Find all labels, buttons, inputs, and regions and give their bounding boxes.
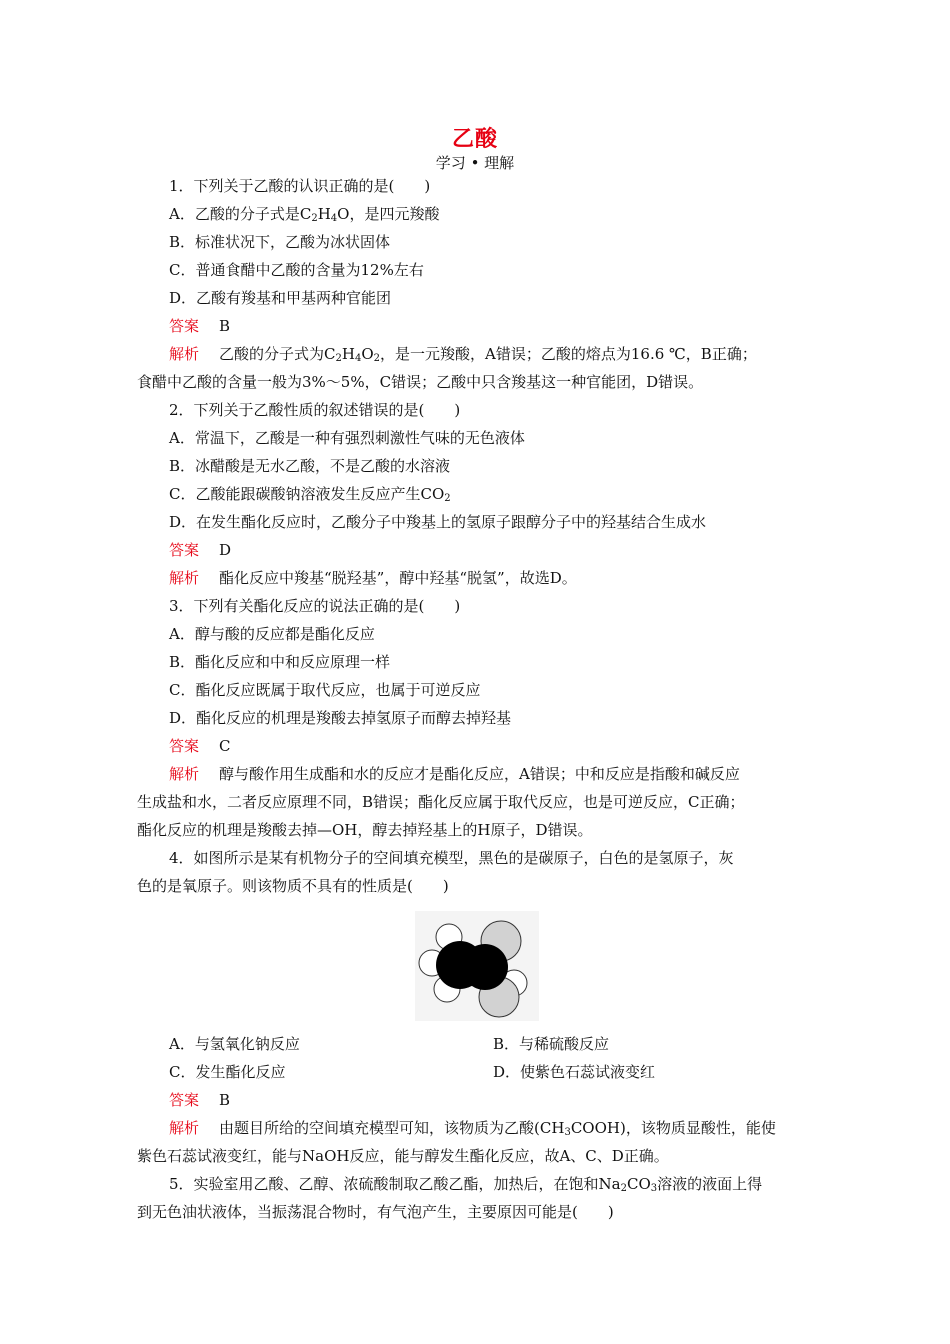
q1-answer: 答案 B xyxy=(169,317,231,335)
q2-option-a: A．常温下，乙酸是一种有强烈刺激性气味的无色液体 xyxy=(169,429,525,447)
q3-stem: 3．下列有关酯化反应的说法正确的是( ) xyxy=(169,597,461,615)
q3-analysis-cont: 生成盐和水，二者反应原理不同，B错误；酯化反应属于取代反应，也是可逆反应，C正确； xyxy=(137,793,745,811)
q2-option-d: D．在发生酯化反应时，乙酸分子中羧基上的氢原子跟醇分子中的羟基结合生成水 xyxy=(169,513,707,531)
q5-stem-cont: 到无色油状液体，当振荡混合物时，有气泡产生，主要原因可能是( ) xyxy=(137,1203,614,1221)
q3-analysis: 解析 醇与酸作用生成酯和水的反应才是酯化反应，A错误；中和反应是指酸和碱反应 xyxy=(169,765,740,783)
q4-stem-cont: 色的是氧原子。则该物质不具有的性质是( ) xyxy=(137,877,449,895)
q1-stem: 1．下列关于乙酸的认识正确的是( ) xyxy=(169,177,431,195)
q4-analysis-cont: 紫色石蕊试液变红，能与NaOH反应，能与醇发生酯化反应，故A、C、D正确。 xyxy=(137,1147,669,1165)
page-title: 乙酸 xyxy=(451,127,498,152)
q3-option-b: B．酯化反应和中和反应原理一样 xyxy=(169,653,391,671)
q4-analysis: 解析 由题目所给的空间填充模型可知，该物质为乙酸$(CH_3COOH)$，该物质显酸性，能使 xyxy=(169,1119,776,1138)
q3-option-c: C．酯化反应既属于取代反应，也属于可逆反应 xyxy=(169,681,481,699)
q2-stem: 2．下列关于乙酸性质的叙述错误的是( ) xyxy=(169,401,461,419)
q2-option-b: B．冰醋酸是无水乙酸，不是乙酸的水溶液 xyxy=(169,457,451,475)
q1-option-a: A．乙酸的分子式是$C_2H_4O$，是四元羧酸 xyxy=(169,205,440,224)
q4-options-row2 xyxy=(137,1058,817,1086)
q4-option-a: A．与氢氧化钠反应 xyxy=(169,1035,300,1053)
space-filling-model-image xyxy=(415,911,539,1021)
q3-analysis-cont2: 酯化反应的机理是羧酸去掉—OH，醇去掉羟基上的H原子，D错误。 xyxy=(137,821,593,839)
q3-answer: 答案 C xyxy=(169,737,231,755)
q3-option-d: D．酯化反应的机理是羧酸去掉氢原子而醇去掉羟基 xyxy=(169,709,512,727)
question-list xyxy=(137,172,817,1226)
q4-options-row1 xyxy=(137,1030,817,1058)
q3-option-a: A．醇与酸的反应都是酯化反应 xyxy=(169,625,375,643)
q4-option-d: D．使紫色石蕊试液变红 xyxy=(493,1063,656,1081)
q5-stem: 5．实验室用乙酸、乙醇、浓硫酸制取乙酸乙酯，加热后，在饱和$Na_2CO_3$溶液的液面上得 xyxy=(169,1175,763,1194)
q1-option-b: B．标准状况下，乙酸为冰状固体 xyxy=(169,233,391,251)
q2-answer: 答案 D xyxy=(169,541,232,559)
q4-stem: 4．如图所示是某有机物分子的空间填充模型，黑色的是碳原子，白色的是氢原子，灰 xyxy=(169,849,734,867)
q1-analysis: 解析 乙酸的分子式为$C_2H_4O_2$，是一元羧酸，A错误；乙酸的熔点为16.6 ℃，B正确； xyxy=(169,345,757,364)
molecule-figure xyxy=(137,906,817,1026)
q1-option-d: D．乙酸有羧基和甲基两种官能团 xyxy=(169,289,392,307)
q1-option-c: C．普通食醋中乙酸的含量为12%左右 xyxy=(169,261,424,279)
q2-option-c: C．乙酸能跟碳酸钠溶液发生反应产生$CO_2$ xyxy=(169,485,451,504)
q2-analysis: 解析 酯化反应中羧基“脱羟基”，醇中羟基“脱氢”，故选D。 xyxy=(169,569,577,587)
q4-option-c: C．发生酯化反应 xyxy=(169,1063,286,1081)
page-subtitle: 学习 • 理解 xyxy=(435,154,515,172)
q1-analysis-cont: 食醋中乙酸的含量一般为3%～5%，C错误；乙酸中只含羧基这一种官能团，D错误。 xyxy=(137,373,704,391)
q4-answer: 答案 B xyxy=(169,1091,231,1109)
q4-option-b: B．与稀硫酸反应 xyxy=(493,1035,610,1053)
